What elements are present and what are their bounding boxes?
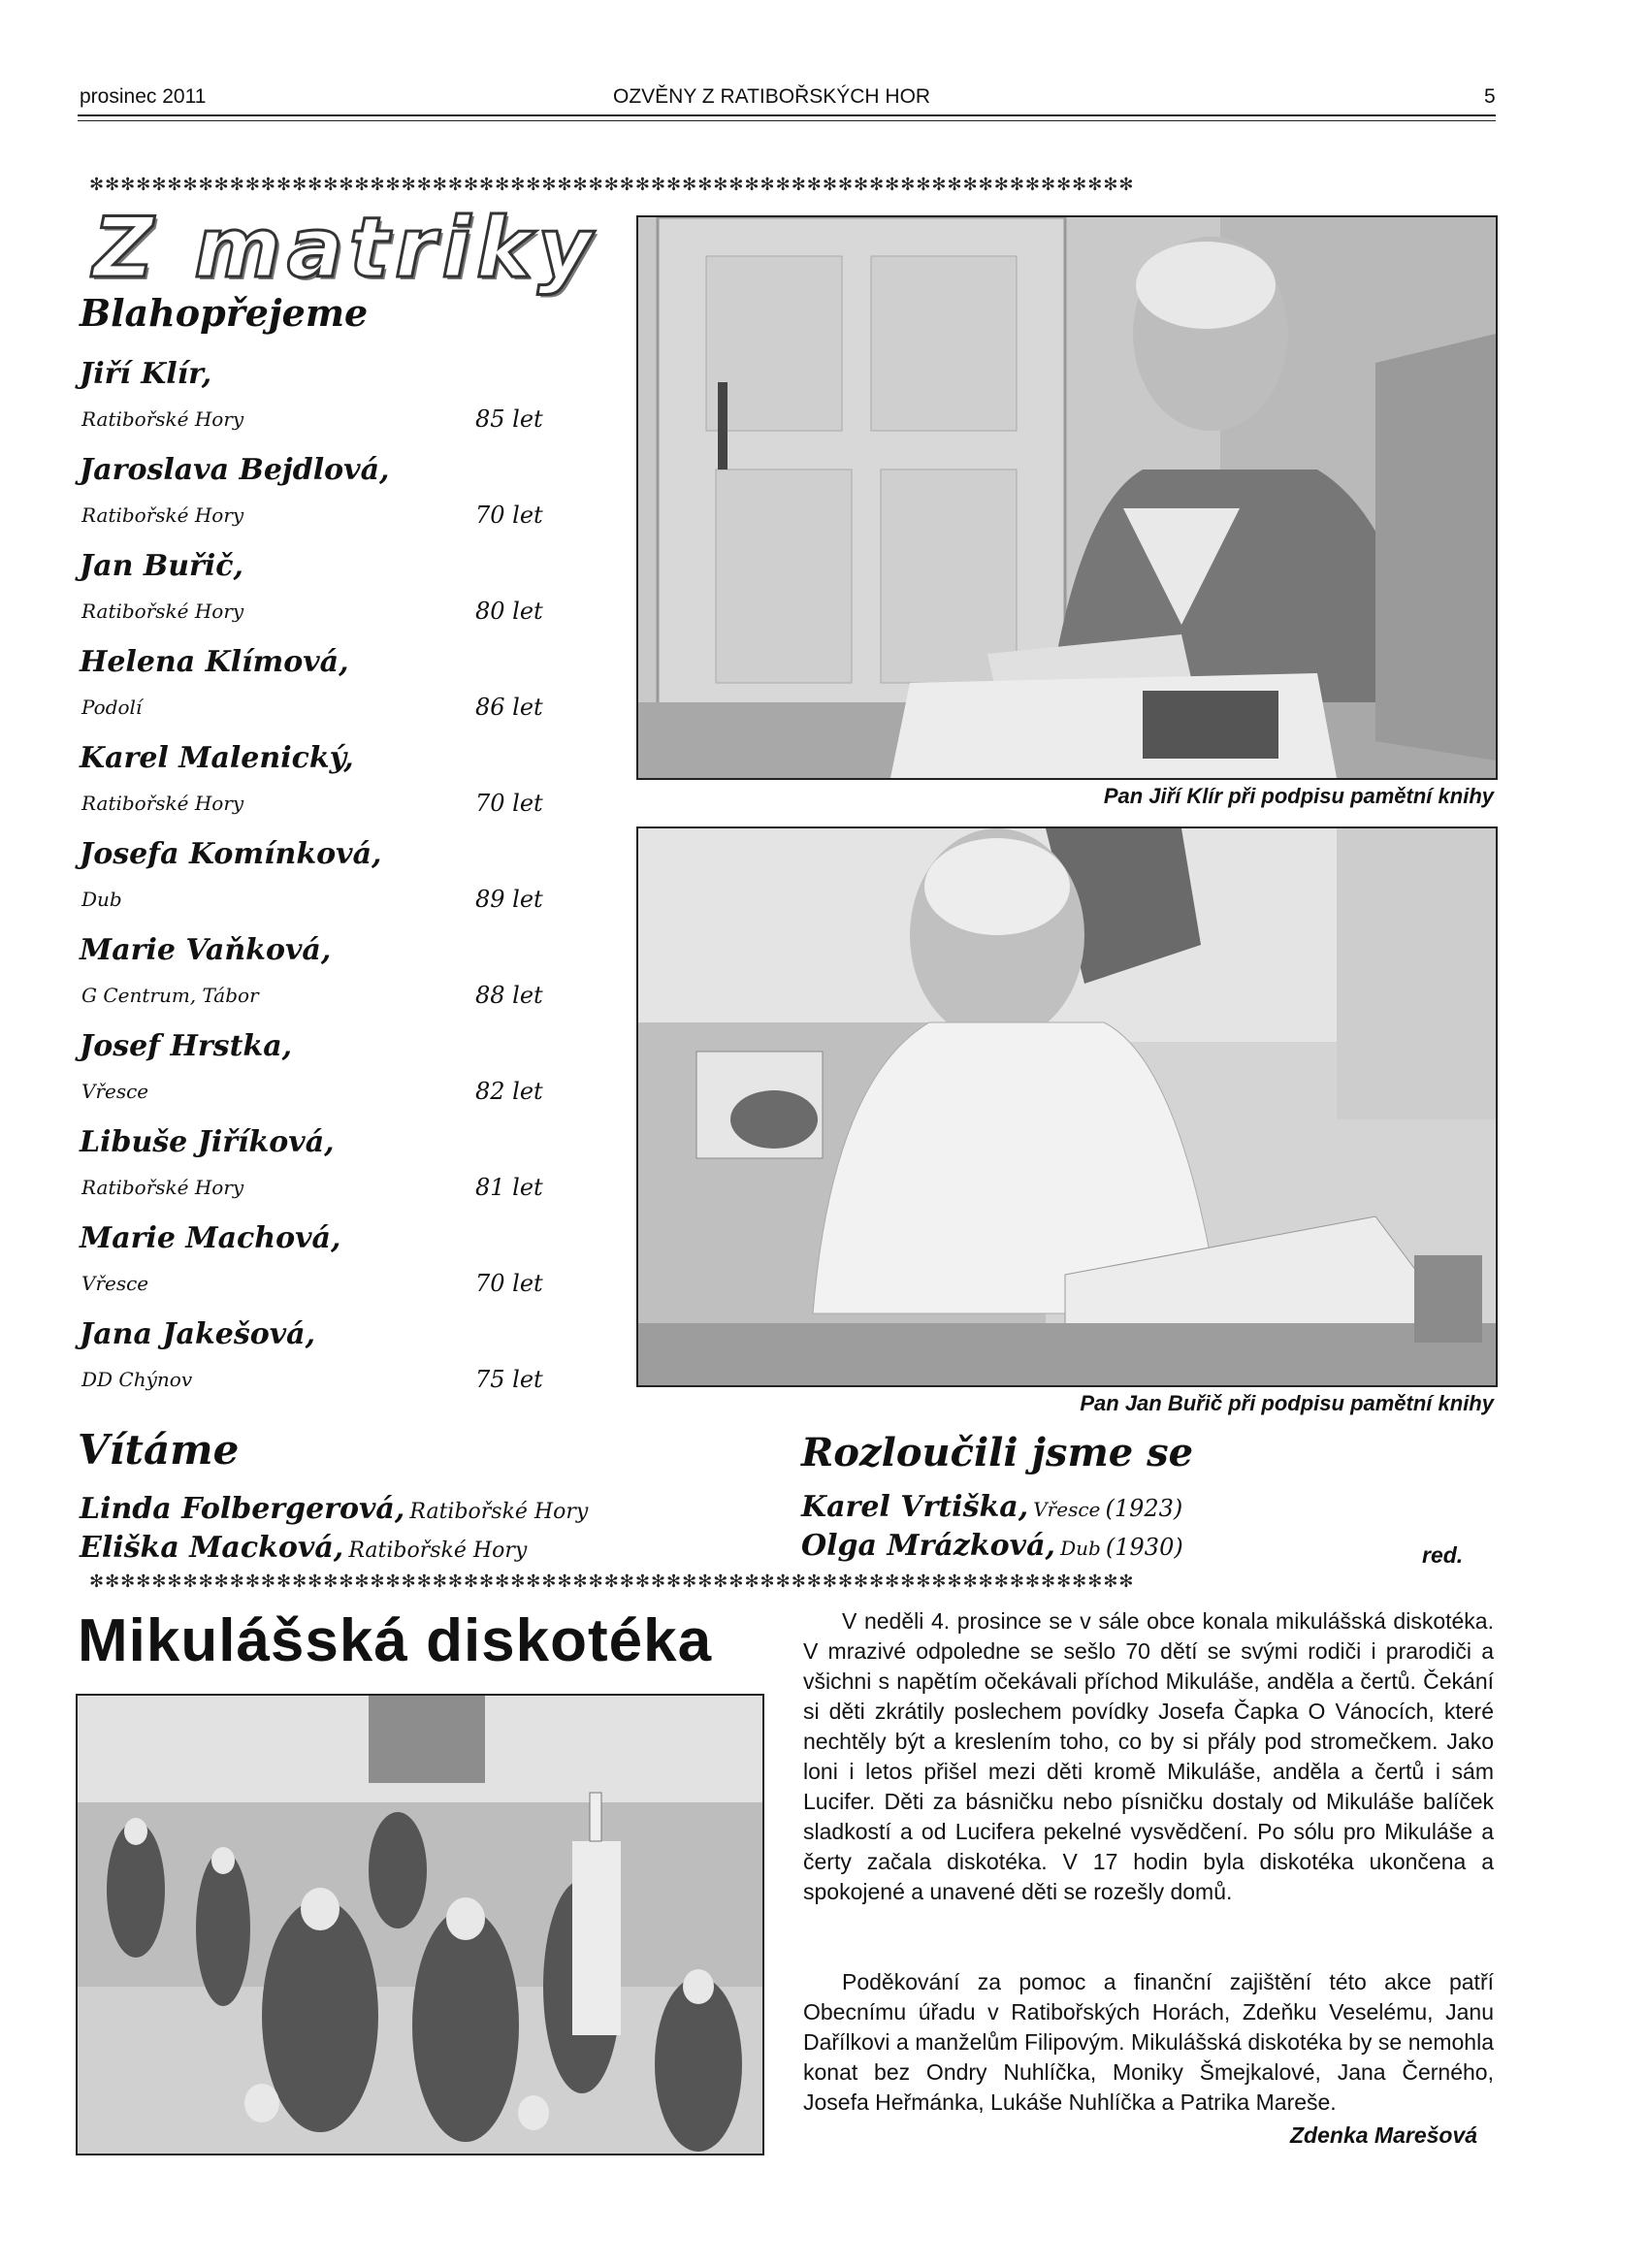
farewell-name: Olga Mrázková, [801,1529,1055,1563]
photo-jan-buric [636,826,1498,1387]
congrats-name: Marie Vaňková, [80,933,332,967]
congrats-place: Ratibořské Hory [81,792,244,815]
congrats-age: 80 let [475,598,543,625]
congrats-place: Dub [81,888,122,911]
congrats-age: 70 let [475,1270,543,1297]
welcome-name: Eliška Macková, [80,1531,344,1565]
photo-illustration [78,1696,762,2154]
photo-discotheque [76,1694,764,2155]
header-rule-thin [78,120,1496,121]
page-number: 5 [1484,85,1496,108]
welcome-place: Ratibořské Hory [409,1500,589,1524]
photo-illustration [638,217,1496,778]
congrats-heading: Blahopřejeme [80,291,369,335]
farewell-name: Karel Vrtiška, [801,1490,1029,1524]
congrats-name: Jana Jakešová, [80,1317,316,1351]
congrats-place: Vřesce [81,1272,149,1295]
congrats-name: Helena Klímová, [80,645,349,679]
congrats-place: Vřesce [81,1080,149,1103]
farewell-entry [801,1490,1182,1524]
congrats-place: Podolí [81,696,143,719]
article-title: Mikulášská diskotéka [78,1607,713,1674]
header-rule [78,114,1496,116]
article-paragraph-2: Poděkování za pomoc a finanční zajištění této akce patří Obecnímu úřadu v Ratibořských Horách, Zdeňku Veselému, Janu Dařílkovi a manželům Filipovým. Mikulášská diskotéka by se nemohla konat bez Ondry Nuhlíčka, Moniky Šmejkalové, Jana Černého, Josefa Heřmánka, Lukáše Nuhlíčka a Patrika Mareše. [803,1969,1494,2115]
issue-date: prosinec 2011 [80,85,207,108]
welcome-entry [80,1492,588,1526]
farewell-entry [801,1529,1183,1563]
congrats-name: Marie Machová, [80,1221,341,1255]
congrats-age: 82 let [475,1078,543,1105]
welcome-entry [80,1531,527,1565]
congrats-name: Libuše Jiříková, [80,1125,335,1159]
stars-divider-middle: ✻✻✻✻✻✻✻✻✻✻✻✻✻✻✻✻✻✻✻✻✻✻✻✻✻✻✻✻✻✻✻✻✻✻✻✻✻✻✻✻✻✻✻✻✻✻✻✻✻✻✻✻✻✻✻✻✻✻✻✻✻✻✻✻✻✻✻ [89,1571,1135,1592]
congrats-place: DD Chýnov [81,1368,193,1391]
congrats-age: 81 let [475,1174,543,1201]
congrats-age: 75 let [475,1366,543,1393]
congrats-age: 86 let [475,694,543,721]
farewell-heading: Rozloučili jsme se [801,1430,1194,1475]
congrats-age: 88 let [475,982,543,1009]
photo-illustration [638,828,1496,1385]
editor-signature: red. [1422,1542,1464,1568]
welcome-name: Linda Folbergerová, [80,1492,405,1526]
congrats-place: Ratibořské Hory [81,599,244,623]
farewell-place: Vřesce [1033,1498,1101,1521]
congrats-age: 85 let [475,405,543,433]
welcome-heading: Vítáme [78,1426,240,1474]
congrats-place: Ratibořské Hory [81,407,244,431]
photo-caption-1: Pan Jiří Klír při podpisu pamětní knihy [1103,784,1494,808]
section-title-matriky: Z matriky [93,200,598,297]
congrats-name: Jaroslava Bejdlová, [80,453,390,487]
article-author: Zdenka Marešová [1290,2122,1478,2148]
congrats-name: Jiří Klír, [80,357,212,391]
farewell-year: (1930) [1105,1534,1183,1561]
farewell-year: (1923) [1105,1495,1183,1522]
congrats-name: Karel Malenický, [80,741,354,775]
congrats-age: 70 let [475,502,543,529]
farewell-place: Dub [1060,1537,1101,1560]
congrats-place: Ratibořské Hory [81,503,244,527]
congrats-age: 89 let [475,886,543,913]
welcome-place: Ratibořské Hory [348,1539,528,1563]
congrats-name: Josefa Komínková, [80,837,382,871]
photo-caption-2: Pan Jan Buřič při podpisu pamětní knihy [1080,1391,1494,1415]
article-paragraph-1: V neděli 4. prosince se v sále obce konala mikulášská diskotéka. V mrazivé odpoledne se sešlo 70 dětí se svými rodiči i prarodiči a všichni s napětím očekávali příchod Mikuláše, anděla a čertů. Čekání si děti zkrátily poslechem povídky Josefa Čapka O Vánocích, které nechtěly být a kreslením toho, co by si přály pod stromečkem. Jako loni i letos přišel mezi děti kromě Mikuláše, anděla a čertů i sám Lucifer. Děti za básničku nebo písničku dostaly od Mikuláše balíček sladkostí a od Lucifera pekelné vysvědčení. Po sólu pro Mikuláše a čerty začala diskotéka. V 17 hodin byla diskotéka ukončena a spokojené a unavené děti se rozešly domů. [803,1608,1494,1904]
photo-jiri-klir [636,215,1498,780]
congrats-place: Ratibořské Hory [81,1176,244,1199]
stars-divider-top: ✻✻✻✻✻✻✻✻✻✻✻✻✻✻✻✻✻✻✻✻✻✻✻✻✻✻✻✻✻✻✻✻✻✻✻✻✻✻✻✻✻✻✻✻✻✻✻✻✻✻✻✻✻✻✻✻✻✻✻✻✻✻✻✻✻✻✻ [89,175,1135,195]
congrats-name: Josef Hrstka, [80,1029,293,1063]
congrats-place: G Centrum, Tábor [81,984,259,1007]
congrats-name: Jan Buřič, [80,549,243,583]
congrats-age: 70 let [475,790,543,817]
newspaper-title: OZVĚNY Z RATIBOŘSKÝCH HOR [613,85,931,108]
